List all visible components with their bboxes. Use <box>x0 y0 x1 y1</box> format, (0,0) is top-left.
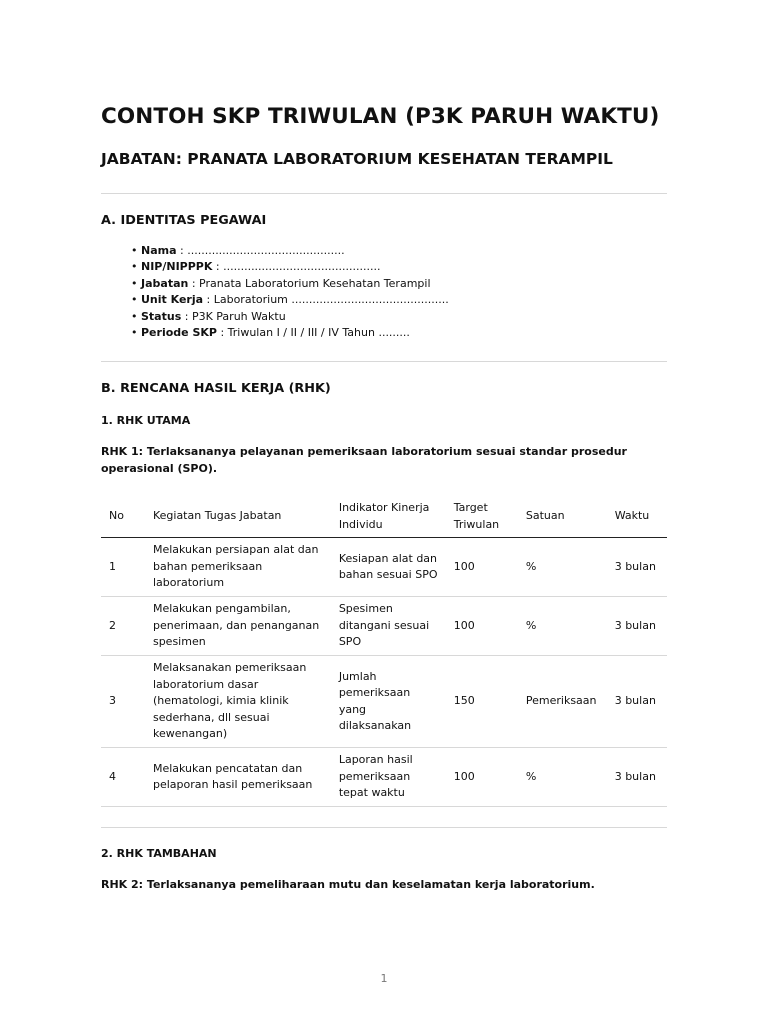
divider <box>101 193 667 194</box>
rhk-tambahan-title: 2. RHK TAMBAHAN <box>101 847 217 860</box>
page-number: 1 <box>380 972 388 985</box>
cell-waktu: 3 bulan <box>607 656 667 748</box>
cell-target: 150 <box>446 656 518 748</box>
cell-kegiatan: Melaksanakan pemeriksaan laboratorium dasar (hematologi, kimia klinik sederhana, dll sesuai kewenangan) <box>145 656 331 748</box>
cell-satuan: Pemeriksaan <box>518 656 607 748</box>
table-row <box>101 748 667 807</box>
header-indikator: Indikator Kinerja Individu <box>331 496 446 538</box>
section-b-title: B. RENCANA HASIL KERJA (RHK) <box>101 381 331 396</box>
identity-list <box>131 243 449 341</box>
cell-no: 2 <box>101 597 145 656</box>
identity-item-status: • Status : P3K Paruh Waktu <box>131 309 449 325</box>
cell-indikator: Spesimen ditangani sesuai SPO <box>331 597 446 656</box>
header-kegiatan: Kegiatan Tugas Jabatan <box>145 496 331 538</box>
cell-waktu: 3 bulan <box>607 748 667 807</box>
cell-target: 100 <box>446 597 518 656</box>
cell-no: 3 <box>101 656 145 748</box>
table-row <box>101 656 667 748</box>
cell-target: 100 <box>446 748 518 807</box>
header-satuan: Satuan <box>518 496 607 538</box>
cell-kegiatan: Melakukan pencatatan dan pelaporan hasil pemeriksaan <box>145 748 331 807</box>
divider <box>101 827 667 828</box>
rhk-table <box>101 496 667 807</box>
identity-item-nip: • NIP/NIPPPK : ............................................. <box>131 259 449 275</box>
section-a-title: A. IDENTITAS PEGAWAI <box>101 213 267 228</box>
table-row <box>101 597 667 656</box>
cell-target: 100 <box>446 538 518 597</box>
divider <box>101 361 667 362</box>
identity-item-jabatan: • Jabatan : Pranata Laboratorium Kesehatan Terampil <box>131 276 449 292</box>
header-waktu: Waktu <box>607 496 667 538</box>
identity-item-periode: • Periode SKP : Triwulan I / II / III / IV Tahun ......... <box>131 325 449 341</box>
cell-no: 4 <box>101 748 145 807</box>
cell-indikator: Kesiapan alat dan bahan sesuai SPO <box>331 538 446 597</box>
header-no: No <box>101 496 145 538</box>
table-header-row <box>101 496 667 538</box>
rhk-utama-title: 1. RHK UTAMA <box>101 414 191 427</box>
cell-kegiatan: Melakukan persiapan alat dan bahan pemeriksaan laboratorium <box>145 538 331 597</box>
cell-waktu: 3 bulan <box>607 538 667 597</box>
identity-item-nama: • Nama : ............................................. <box>131 243 449 259</box>
rhk1-statement: RHK 1: Terlaksananya pelayanan pemeriksaan laboratorium sesuai standar prosedur operasional (SPO). <box>101 445 627 475</box>
cell-waktu: 3 bulan <box>607 597 667 656</box>
position-subtitle: JABATAN: PRANATA LABORATORIUM KESEHATAN TERAMPIL <box>101 150 613 168</box>
table-row <box>101 538 667 597</box>
identity-item-unit-kerja: • Unit Kerja : Laboratorium ............................................. <box>131 292 449 308</box>
rhk2-statement: RHK 2: Terlaksananya pemeliharaan mutu dan keselamatan kerja laboratorium. <box>101 878 595 891</box>
header-target: Target Triwulan <box>446 496 518 538</box>
cell-indikator: Laporan hasil pemeriksaan tepat waktu <box>331 748 446 807</box>
cell-kegiatan: Melakukan pengambilan, penerimaan, dan penanganan spesimen <box>145 597 331 656</box>
cell-indikator: Jumlah pemeriksaan yang dilaksanakan <box>331 656 446 748</box>
document-title: CONTOH SKP TRIWULAN (P3K PARUH WAKTU) <box>101 104 660 129</box>
cell-satuan: % <box>518 597 607 656</box>
cell-satuan: % <box>518 538 607 597</box>
cell-satuan: % <box>518 748 607 807</box>
cell-no: 1 <box>101 538 145 597</box>
